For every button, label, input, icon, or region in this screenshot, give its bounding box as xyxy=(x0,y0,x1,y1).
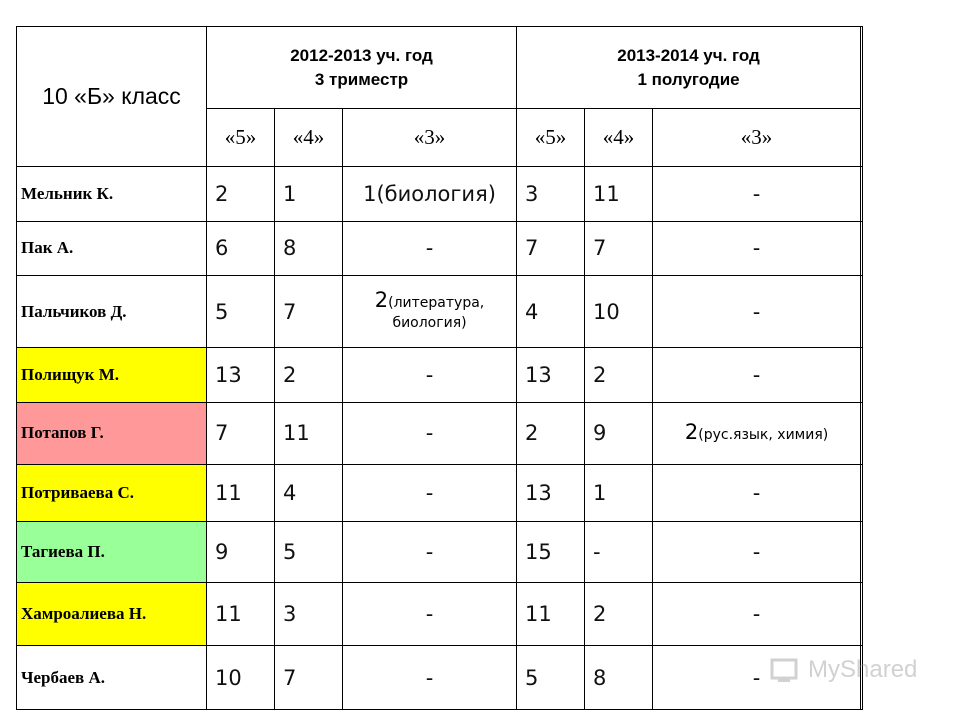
trend-cell xyxy=(861,521,863,582)
grade-count-cell: 5 xyxy=(207,276,275,348)
watermark: MyShared xyxy=(768,654,930,694)
grade-count-cell: - xyxy=(653,521,861,582)
student-name: Чербаев А. xyxy=(17,646,207,710)
grade-count-cell: 2 xyxy=(585,348,653,403)
arrow-down-icon xyxy=(861,408,863,458)
grade-count-cell: - xyxy=(653,276,861,348)
grade-count-cell: 4 xyxy=(275,464,343,521)
arrow-up-icon xyxy=(861,527,863,577)
grade-count-cell: 13 xyxy=(517,348,585,403)
grade-3-header: «3» xyxy=(343,109,517,166)
table-row xyxy=(17,646,863,710)
table-row xyxy=(17,166,863,221)
grade-5-header: «5» xyxy=(207,109,275,166)
grade-count-cell: 11 xyxy=(207,464,275,521)
grade-count-cell: 11 xyxy=(207,583,275,646)
student-name: Пальчиков Д. xyxy=(17,276,207,348)
grade-count-cell: 3 xyxy=(517,166,585,221)
grade-count-cell: - xyxy=(653,646,861,710)
grade-count-cell: 7 xyxy=(207,403,275,464)
grade-count-cell: 3 xyxy=(275,583,343,646)
grade-count-cell: - xyxy=(343,403,517,464)
student-name: Потапов Г. xyxy=(17,403,207,464)
grade-count-cell: 2 xyxy=(585,583,653,646)
grade-count-cell: 1 xyxy=(585,464,653,521)
grade-count-cell: - xyxy=(653,221,861,276)
grade-count-cell: - xyxy=(653,166,861,221)
grade-count-cell: - xyxy=(343,464,517,521)
trend-cell xyxy=(861,348,863,403)
table-row xyxy=(17,221,863,276)
table-row xyxy=(17,276,863,348)
grade-count-cell: 2 xyxy=(207,166,275,221)
table-row xyxy=(17,348,863,403)
grades-table xyxy=(16,26,863,710)
grade-count-cell: - xyxy=(653,464,861,521)
grade-count-cell: - xyxy=(343,646,517,710)
grade-count-cell: 9 xyxy=(207,521,275,582)
trend-cell xyxy=(861,464,863,521)
grade-count-cell: 7 xyxy=(275,276,343,348)
period1-header: 2012-2013 уч. год 3 триместр xyxy=(207,27,517,109)
arrow-up-icon xyxy=(861,468,863,518)
subject-note: (рус.язык, химия) xyxy=(698,426,829,443)
period2-header: 2013-2014 уч. год 1 полугодие xyxy=(517,27,861,109)
table-row xyxy=(17,464,863,521)
grade-count-cell: 15 xyxy=(517,521,585,582)
table-row xyxy=(17,403,863,464)
grade-count-cell: 9 xyxy=(585,403,653,464)
trend-cell xyxy=(861,403,863,464)
grade-count-cell: 11 xyxy=(517,583,585,646)
grade-count-cell: 10 xyxy=(585,276,653,348)
arrow-up-icon xyxy=(861,169,863,219)
grade-count-cell: 1 xyxy=(275,166,343,221)
grade-count-cell: - xyxy=(585,521,653,582)
grade-count-cell: - xyxy=(343,221,517,276)
grade-count-cell: - xyxy=(343,348,517,403)
grade-5-header: «5» xyxy=(517,109,585,166)
grade-count-cell: 5 xyxy=(517,646,585,710)
trend-cell xyxy=(861,276,863,348)
grade-count-cell: 1(биология) xyxy=(343,166,517,221)
grade-4-header: «4» xyxy=(585,109,653,166)
student-name: Мельник К. xyxy=(17,166,207,221)
grade-count-cell: 11 xyxy=(275,403,343,464)
trend-cell xyxy=(861,583,863,646)
grade-3-header: «3» xyxy=(653,109,861,166)
grade-count-value: 2 xyxy=(684,419,699,444)
grade-count-cell: 13 xyxy=(207,348,275,403)
grade-count-cell: 6 xyxy=(207,221,275,276)
table-row xyxy=(17,521,863,582)
student-name: Полищук М. xyxy=(17,348,207,403)
trend-cell xyxy=(861,221,863,276)
grade-count-cell xyxy=(343,276,517,348)
grade-count-cell: 5 xyxy=(275,521,343,582)
subject-note: (литература, xyxy=(388,295,485,312)
grade-count-cell xyxy=(653,403,861,464)
grade-count-cell: 2 xyxy=(275,348,343,403)
grade-count-cell: 10 xyxy=(207,646,275,710)
student-name: Пак А. xyxy=(17,221,207,276)
grade-count-cell: 8 xyxy=(275,221,343,276)
grade-count-value: 2 xyxy=(374,288,389,313)
subject-note: биология) xyxy=(392,315,467,332)
watermark-logo-icon xyxy=(768,654,802,688)
grade-count-cell: 2 xyxy=(517,403,585,464)
grade-count-cell: 7 xyxy=(517,221,585,276)
grade-count-cell: - xyxy=(343,583,517,646)
grade-count-cell: - xyxy=(653,348,861,403)
grade-count-cell: 13 xyxy=(517,464,585,521)
grade-count-cell: 4 xyxy=(517,276,585,348)
student-name: Потриваева С. xyxy=(17,464,207,521)
class-label: 10 «Б» класс xyxy=(17,27,207,167)
grade-count-cell: 11 xyxy=(585,166,653,221)
trend-header xyxy=(861,27,863,167)
grade-count-cell: 7 xyxy=(585,221,653,276)
trend-cell xyxy=(861,166,863,221)
grade-4-header: «4» xyxy=(275,109,343,166)
grade-count-cell: 7 xyxy=(275,646,343,710)
grade-count-cell: - xyxy=(653,583,861,646)
grade-count-cell: - xyxy=(343,521,517,582)
student-name: Хамроалиева Н. xyxy=(17,583,207,646)
grade-count-cell: 8 xyxy=(585,646,653,710)
student-name: Тагиева П. xyxy=(17,521,207,582)
table-row xyxy=(17,583,863,646)
arrow-up-icon xyxy=(861,287,863,337)
